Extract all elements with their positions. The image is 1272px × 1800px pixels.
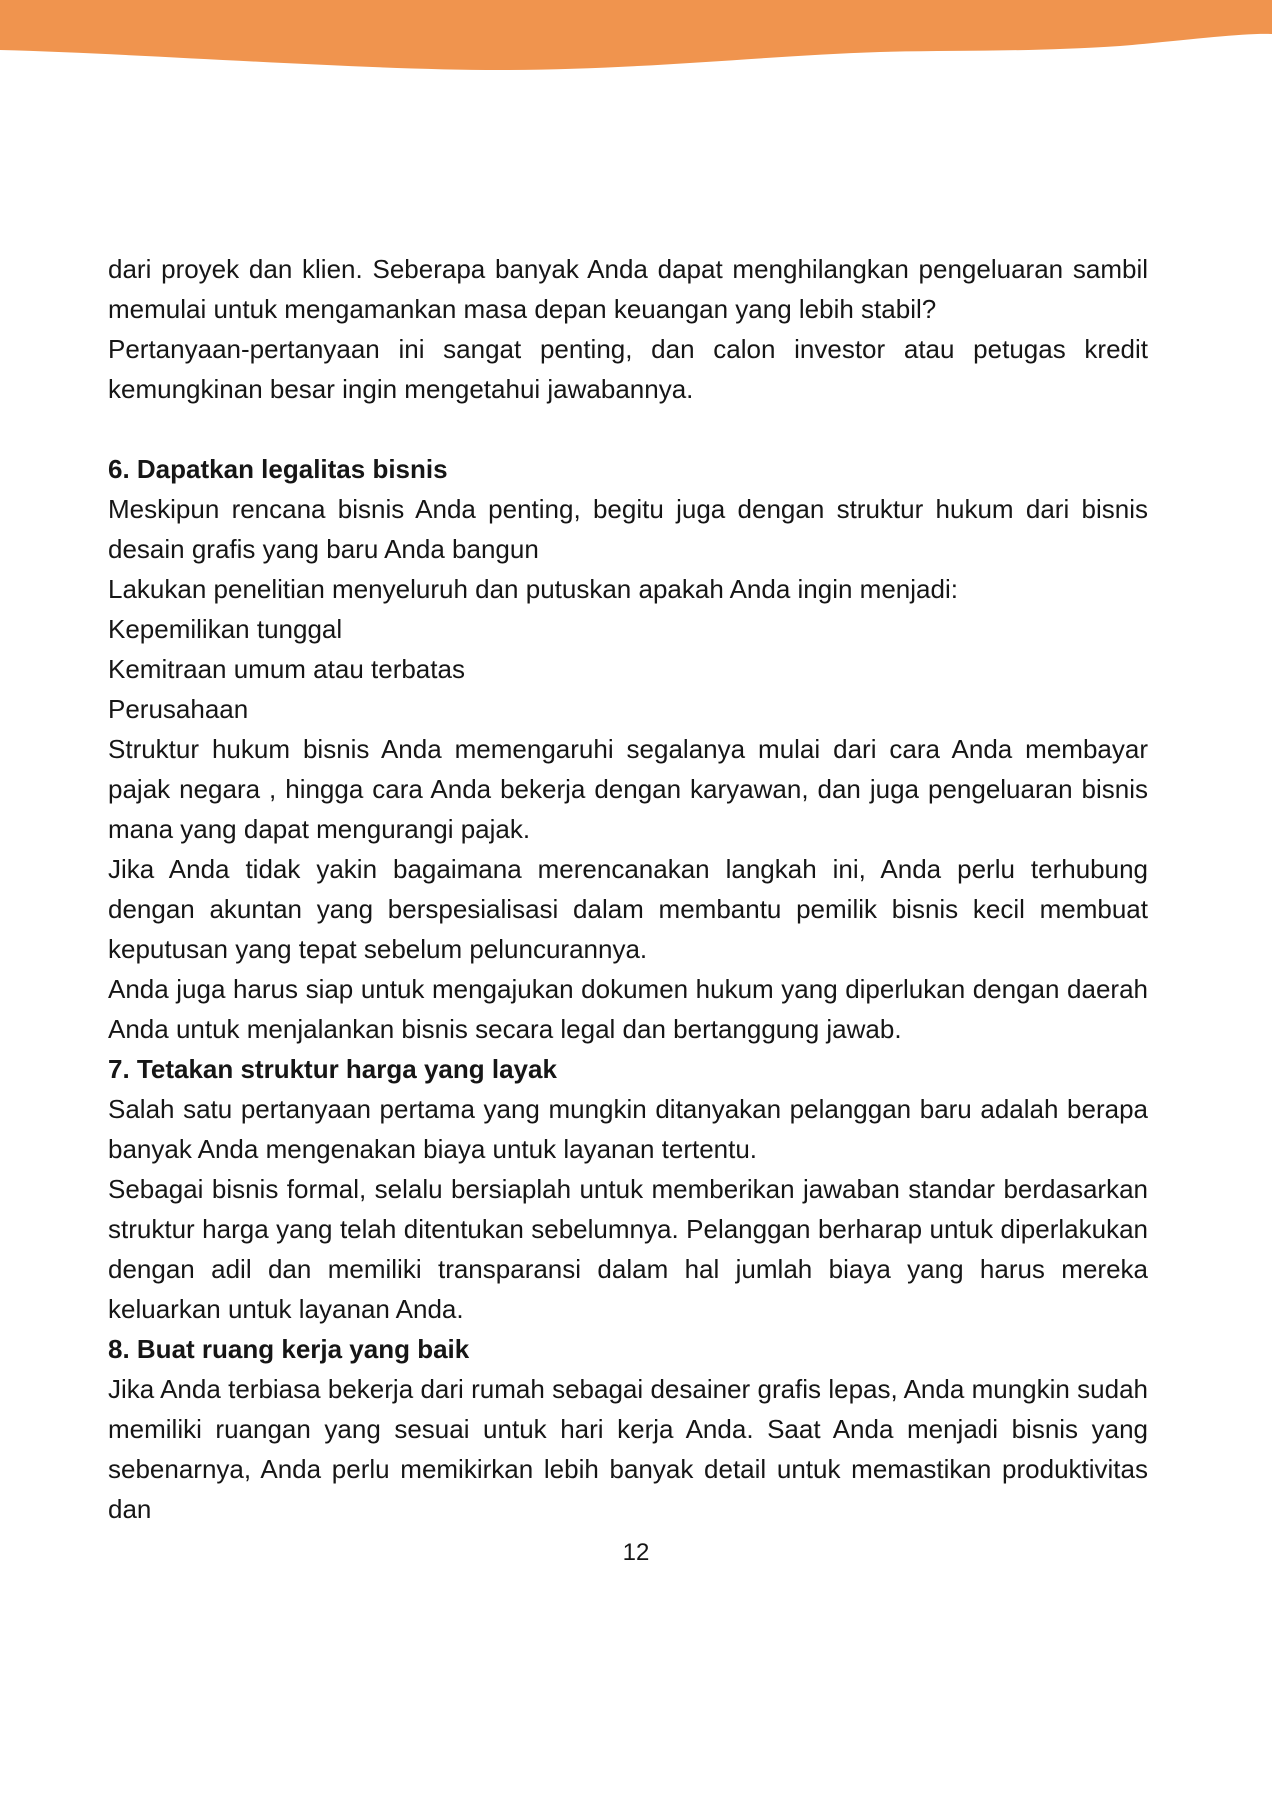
paragraph-pricing-question: Salah satu pertanyaan pertama yang mungkin ditanyakan pelanggan baru adalah berapa banyak Anda mengenakan biaya untuk layanan tertentu. bbox=[108, 1094, 1148, 1164]
paragraph-legal-structure-effects: Struktur hukum bisnis Anda memengaruhi segalanya mulai dari cara Anda membayar pajak negara , hingga cara Anda bekerja dengan karyawan, dan juga pengeluaran bisnis mana yang dapat mengurangi pajak. bbox=[108, 734, 1148, 844]
list-item-sole-proprietorship: Kepemilikan tunggal bbox=[108, 614, 343, 644]
paragraph-workspace: Jika Anda terbiasa bekerja dari rumah sebagai desainer grafis lepas, Anda mungkin sudah memiliki ruangan yang sesuai untuk hari kerja Anda. Saat Anda menjadi bisnis yang sebenarnya, Anda perlu memikirkan lebih banyak detail untuk memastikan produktivitas dan bbox=[108, 1374, 1148, 1524]
header-wave-graphic bbox=[0, 0, 1272, 80]
paragraph-financial-question: dari proyek dan klien. Seberapa banyak Anda dapat menghilangkan pengeluaran sambil memulai untuk mengamankan masa depan keuangan yang lebih stabil? bbox=[108, 254, 1148, 324]
paragraph-accountant-advice: Jika Anda tidak yakin bagaimana merencanakan langkah ini, Anda perlu terhubung dengan akuntan yang berspesialisasi dalam membantu pemilik bisnis kecil membuat keputusan yang tepat sebelum peluncurannya. bbox=[108, 854, 1148, 964]
list-item-corporation: Perusahaan bbox=[108, 694, 249, 724]
paragraph-legal-structure-intro: Meskipun rencana bisnis Anda penting, begitu juga dengan struktur hukum dari bisnis desain grafis yang baru Anda bangun bbox=[108, 494, 1148, 564]
section-heading-7: 7. Tetakan struktur harga yang layak bbox=[108, 1054, 557, 1084]
page-number: 12 bbox=[622, 1539, 650, 1566]
paragraph-legal-documents: Anda juga harus siap untuk mengajukan dokumen hukum yang diperlukan dengan daerah Anda untuk menjalankan bisnis secara legal dan bertanggung jawab. bbox=[108, 974, 1148, 1044]
paragraph-pricing-standard: Sebagai bisnis formal, selalu bersiaplah untuk memberikan jawaban standar berdasarkan struktur harga yang telah ditentukan sebelumnya. Pelanggan berharap untuk diperlakukan dengan adil dan memiliki transparansi dalam hal jumlah biaya yang harus mereka keluarkan untuk layanan Anda. bbox=[108, 1174, 1148, 1324]
section-heading-6: 6. Dapatkan legalitas bisnis bbox=[108, 454, 448, 484]
paragraph-research-options: Lakukan penelitian menyeluruh dan putuskan apakah Anda ingin menjadi: bbox=[108, 574, 958, 604]
section-heading-8: 8. Buat ruang kerja yang baik bbox=[108, 1334, 470, 1364]
list-item-partnership: Kemitraan umum atau terbatas bbox=[108, 654, 465, 684]
paragraph-investor-questions: Pertanyaan-pertanyaan ini sangat penting, dan calon investor atau petugas kredit kemungkinan besar ingin mengetahui jawabannya. bbox=[108, 334, 1148, 404]
page-body bbox=[108, 249, 1148, 1529]
